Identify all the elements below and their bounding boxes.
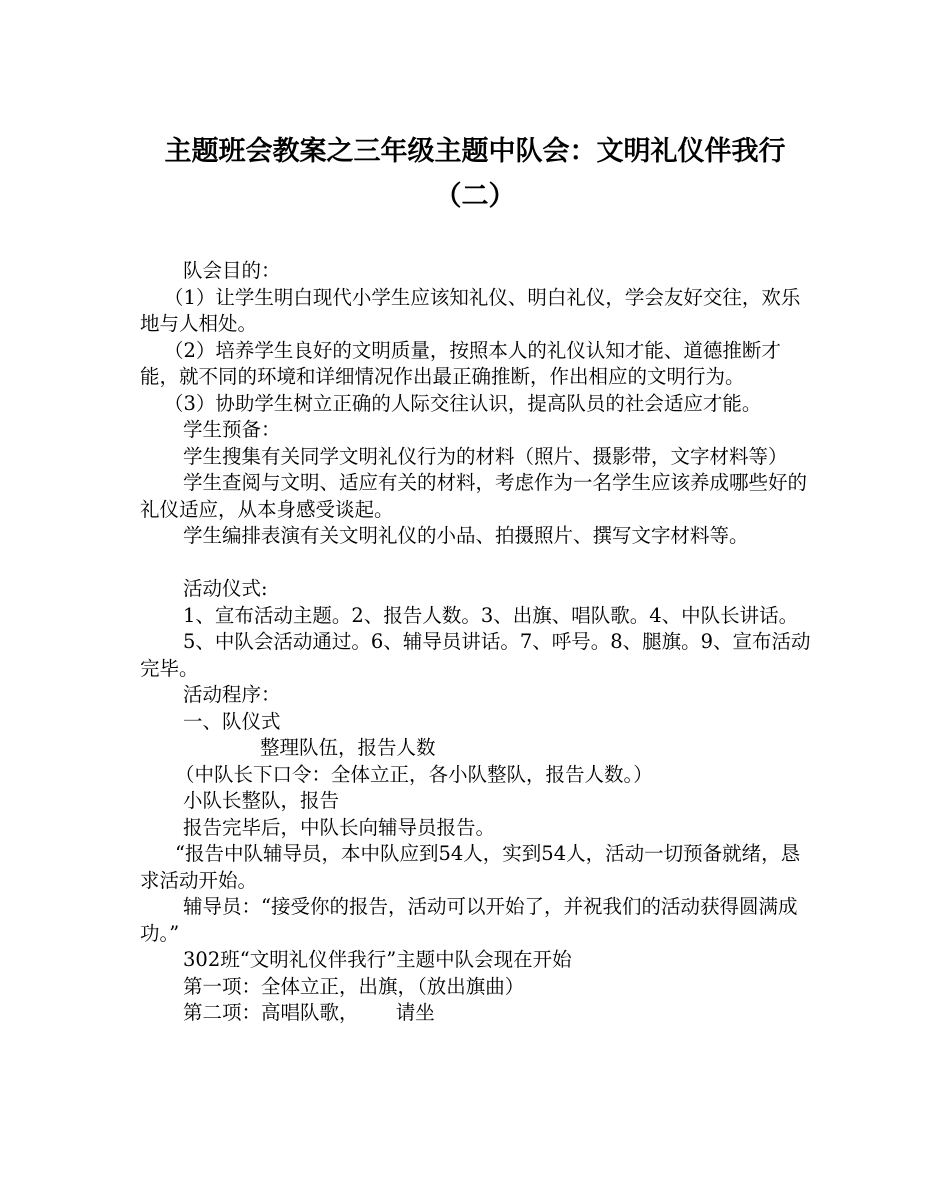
preparation-item-2: 学生查阅与文明、适应有关的材料，考虑作为一名学生应该养成哪些好的礼仪适应，从本身感受谈起。 (140, 471, 808, 521)
procedure-line: 辅导员：“接受你的报告，活动可以开始了，并祝我们的活动获得圆满成功。” (140, 895, 798, 945)
procedure-line: （中队长下口令：全体立正，各小队整队，报告人数。） (175, 762, 653, 786)
procedure-line: 整理队伍，报告人数 (260, 736, 436, 759)
section-heading-purpose: 队会目的： (183, 259, 281, 282)
procedure-line: 302班“文明礼仪伴我行”主题中队会现在开始 (183, 948, 572, 971)
purpose-item-3: （3）协助学生树立正确的人际交往认识，提高队员的社会适应才能。 (164, 391, 762, 415)
procedure-part-1-heading: 一、队仪式 (183, 709, 281, 733)
procedure-line: 第一项：全体立正，出旗，（放出旗曲） (183, 974, 525, 998)
preparation-item-3: 学生编排表演有关文明礼仪的小品、拍摄照片、撰写文字材料等。 (183, 524, 749, 547)
procedure-line: 第二项：高唱队歌， 请坐 (183, 1001, 435, 1024)
section-heading-preparation: 学生预备： (183, 418, 281, 441)
blank-line (140, 550, 815, 577)
section-heading-procedure: 活动程序： (183, 683, 281, 706)
document-title-line-2: （二） (434, 181, 516, 212)
section-heading-ceremony: 活动仪式: (183, 577, 268, 600)
document-title-line-1: 主题班会教案之三年级主题中队会：文明礼仪伴我行 (164, 136, 786, 167)
ceremony-steps-1: 1、宣布活动主题。2、报告人数。3、出旗、唱队歌。4、中队长讲话。 (183, 603, 799, 627)
ceremony-steps-2: 5、中队会活动通过。6、辅导员讲话。7、呼号。8、腿旗。9、宣布活动完毕。 (140, 630, 811, 680)
purpose-item-1: （1）让学生明白现代小学生应该知礼仪、明白礼仪，学会友好交往，欢乐地与人相处。 (140, 285, 801, 335)
procedure-line: 报告完毕后，中队长向辅导员报告。 (183, 815, 496, 839)
purpose-item-2: （2）培养学生良好的文明质量，按照本人的礼仪认知才能、道德推断才能，就不同的环境和详细情况作出最正确推断，作出相应的文明行为。 (140, 338, 781, 388)
preparation-item-1: 学生搜集有关同学文明礼仪行为的材料（照片、摄影带，文字材料等） (183, 444, 788, 468)
document-body (140, 258, 815, 1027)
procedure-line: 小队长整队，报告 (183, 789, 340, 812)
procedure-line: “报告中队辅导员，本中队应到54人，实到54人，活动一切预备就绪，恳求活动开始。 (140, 842, 801, 892)
